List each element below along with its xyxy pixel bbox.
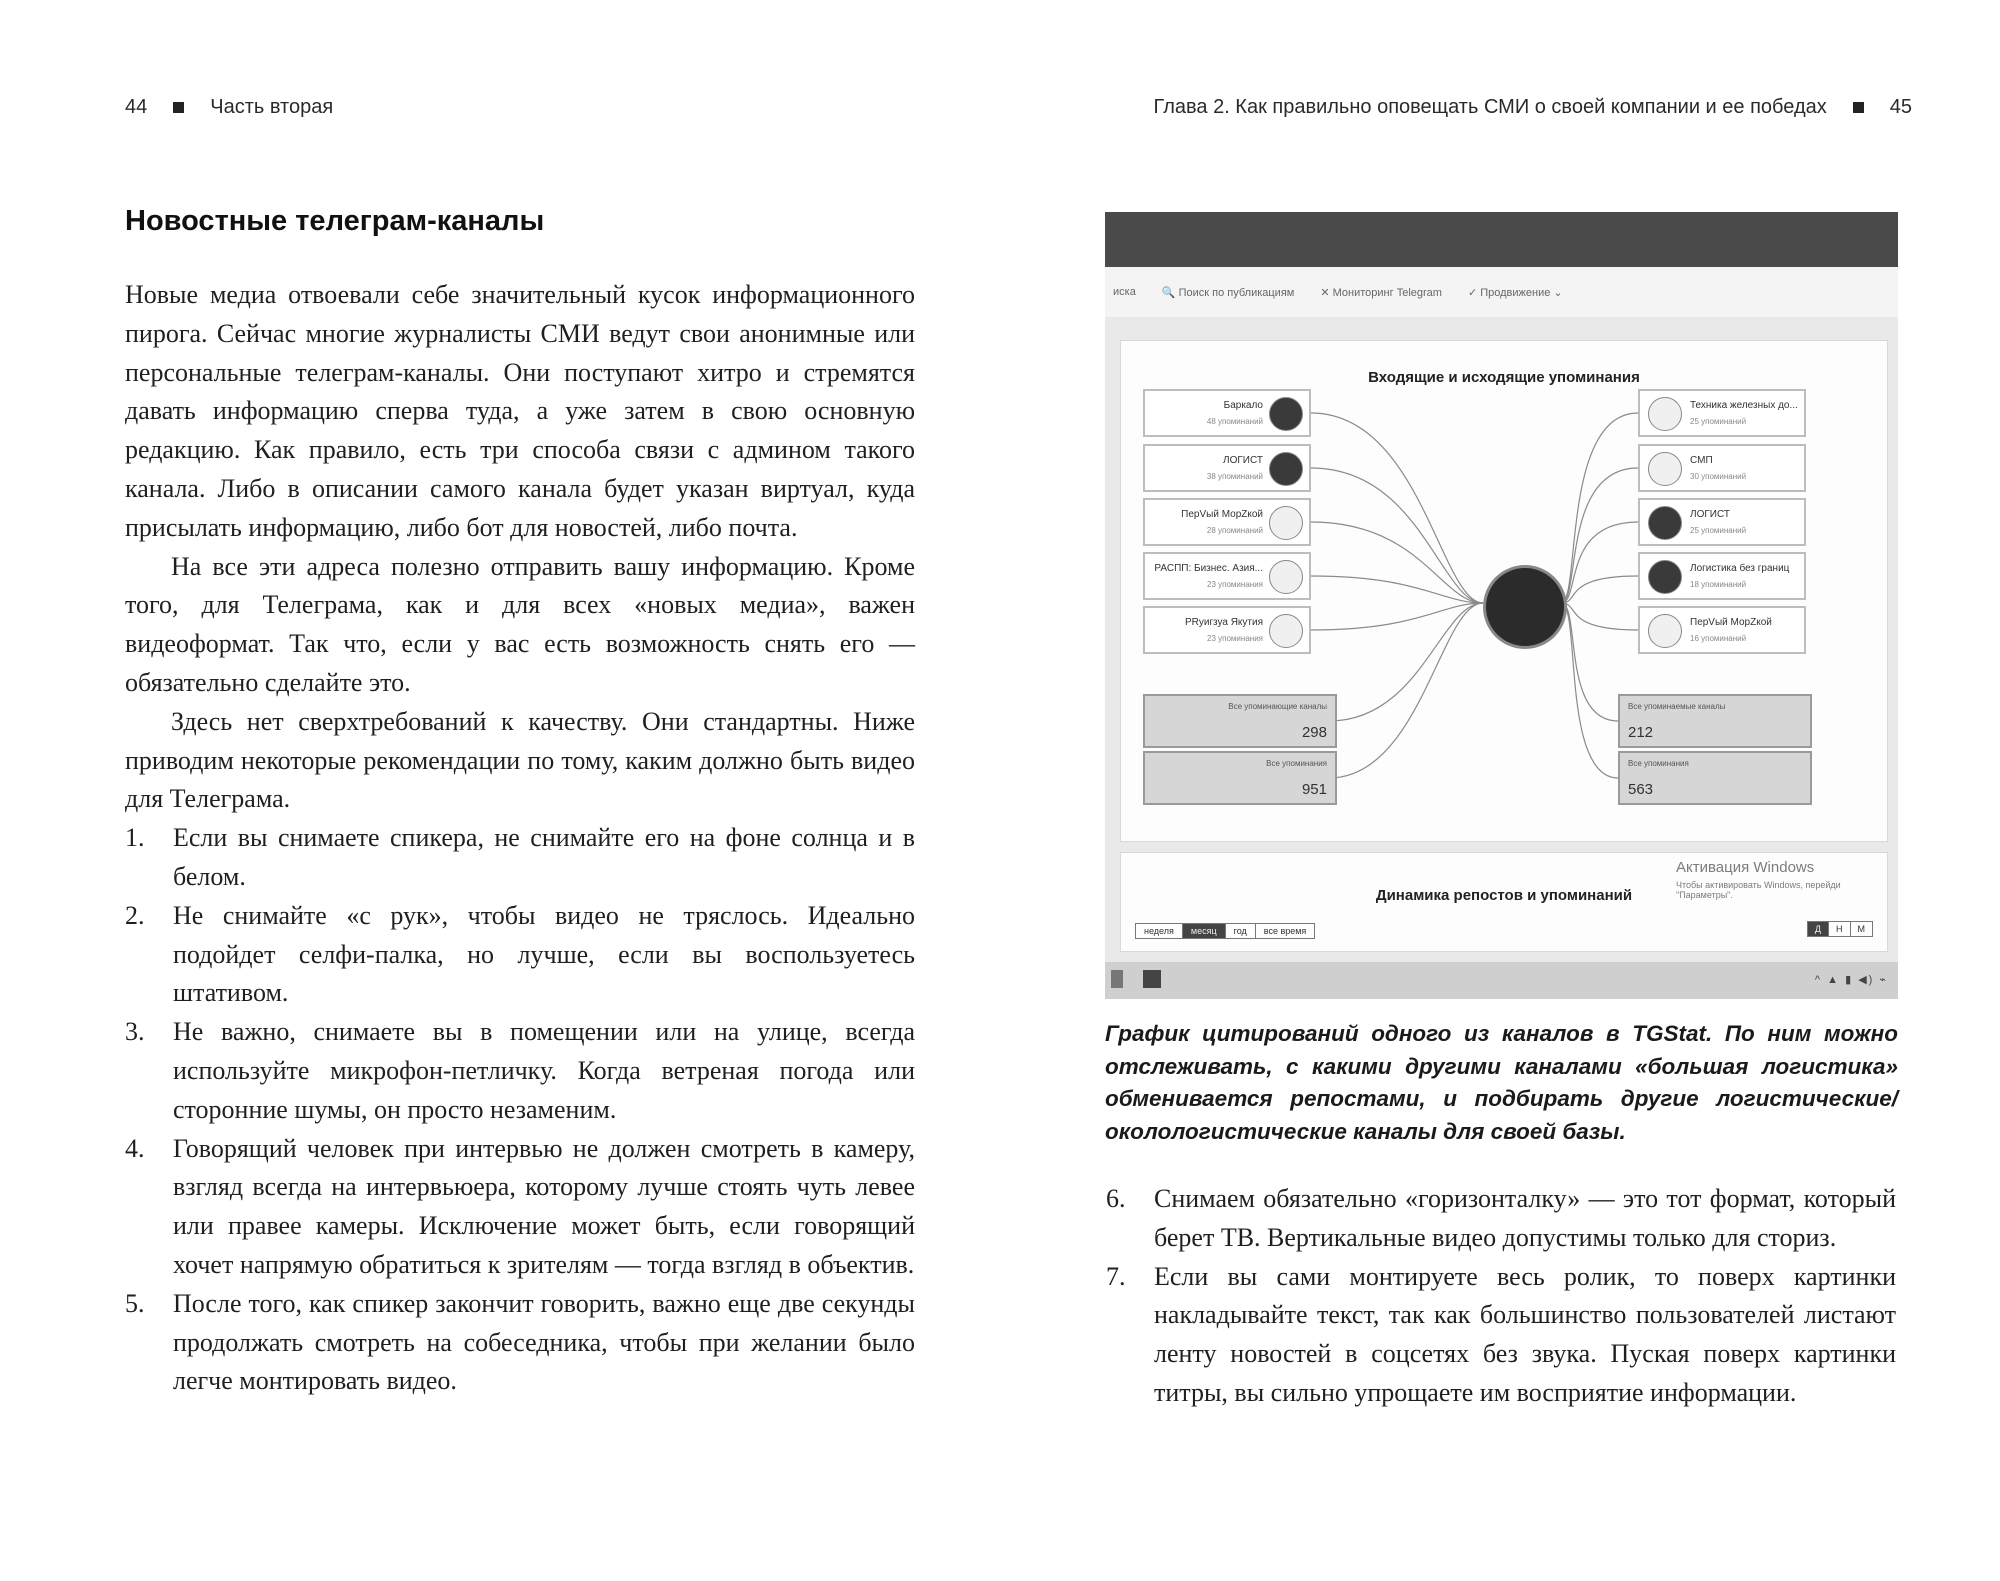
left-running-head-text: Часть вторая: [210, 96, 334, 118]
nav-item-search[interactable]: 🔍 Поиск по публикациям: [1161, 286, 1295, 299]
list-item-text: После того, как спикер закончит говорить, важно еще две секунды продолжать смотреть на собеседника, чтобы при желании было легче монтировать видео.: [173, 1288, 915, 1396]
right-page-body: [1106, 1180, 1896, 1413]
connection-line: [1329, 603, 1483, 778]
list-item: [125, 897, 915, 1013]
right-total-box: [1618, 751, 1812, 805]
paragraph: На все эти адреса полезно отправить вашу информацию. Кроме того, для Телеграма, как и для всех «новых медиа», важен видеоформат. Так что, если у вас есть возможность снять его — обязательно сделайте это.: [125, 551, 915, 697]
granularity-toggle: [1807, 921, 1873, 937]
left-channel-node[interactable]: [1143, 552, 1311, 600]
channel-avatar: [1648, 614, 1682, 648]
mentions-panel: [1120, 340, 1888, 842]
channel-name: ПерVый МорZкой: [1181, 509, 1263, 520]
channel-avatar: [1648, 452, 1682, 486]
total-value: 298: [1301, 724, 1327, 741]
channel-mentions: 23 упоминания: [1207, 580, 1263, 589]
channel-mentions: 30 упоминаний: [1690, 472, 1747, 481]
recommendations-list: [125, 819, 915, 1401]
nav-item-monitoring[interactable]: ✕ Мониторинг Telegram: [1320, 286, 1442, 299]
left-channel-node[interactable]: [1143, 606, 1311, 654]
list-item: [125, 1130, 915, 1285]
list-item: [125, 819, 915, 897]
panel-title: Входящие и исходящие упоминания: [1368, 369, 1640, 386]
list-item-number: 3.: [125, 1017, 145, 1047]
channel-avatar: [1269, 560, 1303, 594]
left-running-head: [125, 96, 333, 119]
left-channel-node[interactable]: [1143, 389, 1311, 437]
windows-activation-watermark: [1676, 859, 1841, 900]
square-bullet-icon: [173, 102, 184, 113]
list-item-number: 5.: [125, 1288, 145, 1318]
left-page-body: [125, 205, 915, 1401]
total-label: Все упоминающие каналы: [1228, 702, 1327, 711]
channel-avatar: [1269, 506, 1303, 540]
left-channel-node[interactable]: [1143, 498, 1311, 546]
channel-name: Логистика без границ: [1690, 563, 1790, 574]
left-total-box: [1143, 751, 1337, 805]
channel-mentions: 28 упоминаний: [1206, 526, 1263, 535]
list-item-number: 2.: [125, 900, 145, 930]
channel-mentions: 23 упоминания: [1207, 634, 1263, 643]
list-item-number: 4.: [125, 1133, 145, 1163]
list-item-text: Если вы снимаете спикера, не снимайте его на фоне солнца и в белом.: [173, 823, 915, 891]
system-tray-icons[interactable]: ^ ▲ ▮ ◀) ⌁: [1814, 974, 1888, 986]
right-channel-node[interactable]: [1638, 552, 1806, 600]
list-item: [125, 1285, 915, 1401]
channel-name: ЛОГИСТ: [1223, 455, 1263, 466]
square-bullet-icon: [1853, 102, 1864, 113]
channel-name: Баркало: [1223, 400, 1263, 411]
left-page-number: 44: [125, 96, 148, 118]
total-value: 563: [1628, 781, 1654, 798]
dynamics-panel: [1120, 852, 1888, 952]
connection-line: [1311, 413, 1483, 603]
right-channel-node[interactable]: [1638, 389, 1806, 437]
total-label: Все упоминаемые каналы: [1628, 702, 1726, 711]
connection-line: [1311, 522, 1483, 603]
left-channel-node[interactable]: [1143, 444, 1311, 492]
period-option[interactable]: все время: [1263, 926, 1307, 936]
list-item-text: Если вы сами монтируете весь ролик, то поверх картинки накладывайте текст, так как большинство пользователей листают ленту новостей в соцсетях без звука. Пуская поверх картинки титры, вы сильно упрощаете им восприятие информации.: [1154, 1261, 1896, 1407]
channel-mentions: 25 упоминаний: [1690, 526, 1747, 535]
panel-title: Динамика репостов и упоминаний: [1375, 887, 1633, 904]
list-item-text: Не снимайте «с рук», чтобы видео не тряслось. Идеально подойдет селфи-палка, но лучше, если вы воспользуетесь штативом.: [173, 900, 915, 1008]
right-total-box: [1618, 694, 1812, 748]
list-item-text: Снимаем обязательно «горизонталку» — это тот формат, который берет ТВ. Вертикальные видео допустимы только для сториз.: [1154, 1184, 1896, 1252]
connection-line: [1311, 468, 1483, 603]
connection-line: [1561, 603, 1638, 630]
right-page-number: 45: [1889, 96, 1912, 118]
list-item: [1106, 1258, 1896, 1413]
left-total-box: [1143, 694, 1337, 748]
channel-name: ПерVый МорZкой: [1690, 617, 1772, 628]
windows-taskbar: [1105, 962, 1898, 999]
list-item-text: Говорящий человек при интервью не должен смотреть в камеру, взгляд всегда на интервьюера, которому лучше стоять чуть левее или правее камеры. Исключение может быть, если говорящий хочет напрямую обратиться к зрителям — тогда взгляд в объектив.: [173, 1133, 915, 1279]
channel-avatar: [1648, 397, 1682, 431]
toggle-option[interactable]: М: [1857, 924, 1865, 934]
channel-mentions: 18 упоминаний: [1690, 580, 1747, 589]
total-value: 951: [1301, 781, 1327, 798]
list-item: [125, 1013, 915, 1129]
connection-line: [1561, 522, 1638, 603]
connection-line: [1561, 576, 1638, 603]
nav-item-promotion[interactable]: ✓ Продвижение ⌄: [1467, 286, 1563, 299]
toggle-option[interactable]: Н: [1829, 922, 1851, 936]
channel-name: PRуигзуа Якутия: [1184, 617, 1263, 628]
taskbar-icon[interactable]: [1111, 970, 1123, 988]
nav-item-label: Поиск по публикациям: [1178, 286, 1295, 299]
list-item-number: 6.: [1106, 1184, 1126, 1213]
list-item-number: 1.: [125, 823, 145, 853]
recommendations-list-continued: [1106, 1180, 1896, 1413]
taskbar-icon[interactable]: [1143, 970, 1161, 988]
channel-name: ЛОГИСТ: [1690, 509, 1730, 520]
channel-avatar: [1648, 560, 1682, 594]
channel-mentions: 25 упоминаний: [1690, 417, 1747, 426]
period-option-selected[interactable]: месяц: [1183, 924, 1226, 938]
channel-mentions: 48 упоминаний: [1206, 417, 1263, 426]
channel-avatar: [1269, 614, 1303, 648]
channel-name: РАСПП: Бизнес. Азия...: [1154, 563, 1263, 574]
channel-name: Техника железных до...: [1690, 400, 1798, 411]
activation-title: Активация Windows: [1676, 859, 1815, 876]
site-nav: [1105, 267, 1898, 317]
total-label: Все упоминания: [1628, 759, 1689, 768]
right-channel-node[interactable]: [1638, 444, 1806, 492]
list-item-number: 7.: [1106, 1261, 1126, 1291]
nav-item[interactable]: иска: [1113, 286, 1136, 298]
channel-mentions: 16 упоминаний: [1690, 634, 1747, 643]
right-channel-node[interactable]: [1638, 498, 1806, 546]
nav-item-label: Продвижение: [1480, 286, 1551, 299]
section-title: Новостные телеграм-каналы: [125, 205, 545, 237]
paragraph: Здесь нет сверхтребований к качеству. Они стандартны. Ниже приводим некоторые рекомендации по тому, каким должно быть видео для Телеграма.: [125, 706, 915, 814]
list-item: [1106, 1180, 1896, 1258]
tgstat-screenshot: [1105, 212, 1898, 999]
channel-name: СМП: [1690, 455, 1713, 466]
browser-top-bar: [1105, 212, 1898, 267]
list-item-text: Не важно, снимаете вы в помещении или на улице, всегда используйте микрофон-петличку. Когда ветреная погода или сторонние шумы, он просто незаменим.: [173, 1017, 915, 1124]
channel-avatar: [1269, 397, 1303, 431]
total-value: 212: [1628, 724, 1654, 741]
period-option[interactable]: неделя: [1136, 924, 1183, 938]
right-running-head: [1153, 96, 1912, 119]
nav-item-label: Мониторинг Telegram: [1332, 286, 1442, 299]
paragraph: Новые медиа отвоевали себе значительный кусок информационного пирога. Сейчас многие журналисты СМИ ведут свои анонимные или персональные телеграм-каналы. Они поступают хитро и стремятся давать информацию сперва туда, а уже затем в свою основную редакцию. Как правило, есть три способа связи с админом такого канала. Либо в описании самого канала будет указан виртуал, куда присылать информацию, либо бот для новостей, либо почта.: [125, 280, 915, 542]
toggle-option-selected[interactable]: Д: [1808, 922, 1829, 936]
right-running-head-text: Глава 2. Как правильно оповещать СМИ о своей компании и ее победах: [1153, 96, 1827, 118]
channel-avatar: [1269, 452, 1303, 486]
activation-line: Чтобы активировать Windows, перейди: [1676, 880, 1841, 890]
total-label: Все упоминания: [1266, 759, 1327, 768]
connection-line: [1561, 413, 1638, 603]
figure-caption: График цитирований одного из каналов в TGStat. По ним можно отслеживать, с какими другими каналами «большая логистика» обменивается репостами, и подбирать другие логистические/околологистические каналы для своей базы.: [1105, 1021, 1898, 1144]
activation-line: "Параметры".: [1676, 890, 1733, 900]
period-selector: [1135, 923, 1315, 939]
channel-mentions: 38 упоминаний: [1206, 472, 1263, 481]
center-channel-avatar[interactable]: [1483, 565, 1567, 649]
connection-line: [1561, 603, 1618, 778]
right-channel-node[interactable]: [1638, 606, 1806, 654]
channel-avatar: [1648, 506, 1682, 540]
period-option[interactable]: год: [1226, 924, 1256, 938]
